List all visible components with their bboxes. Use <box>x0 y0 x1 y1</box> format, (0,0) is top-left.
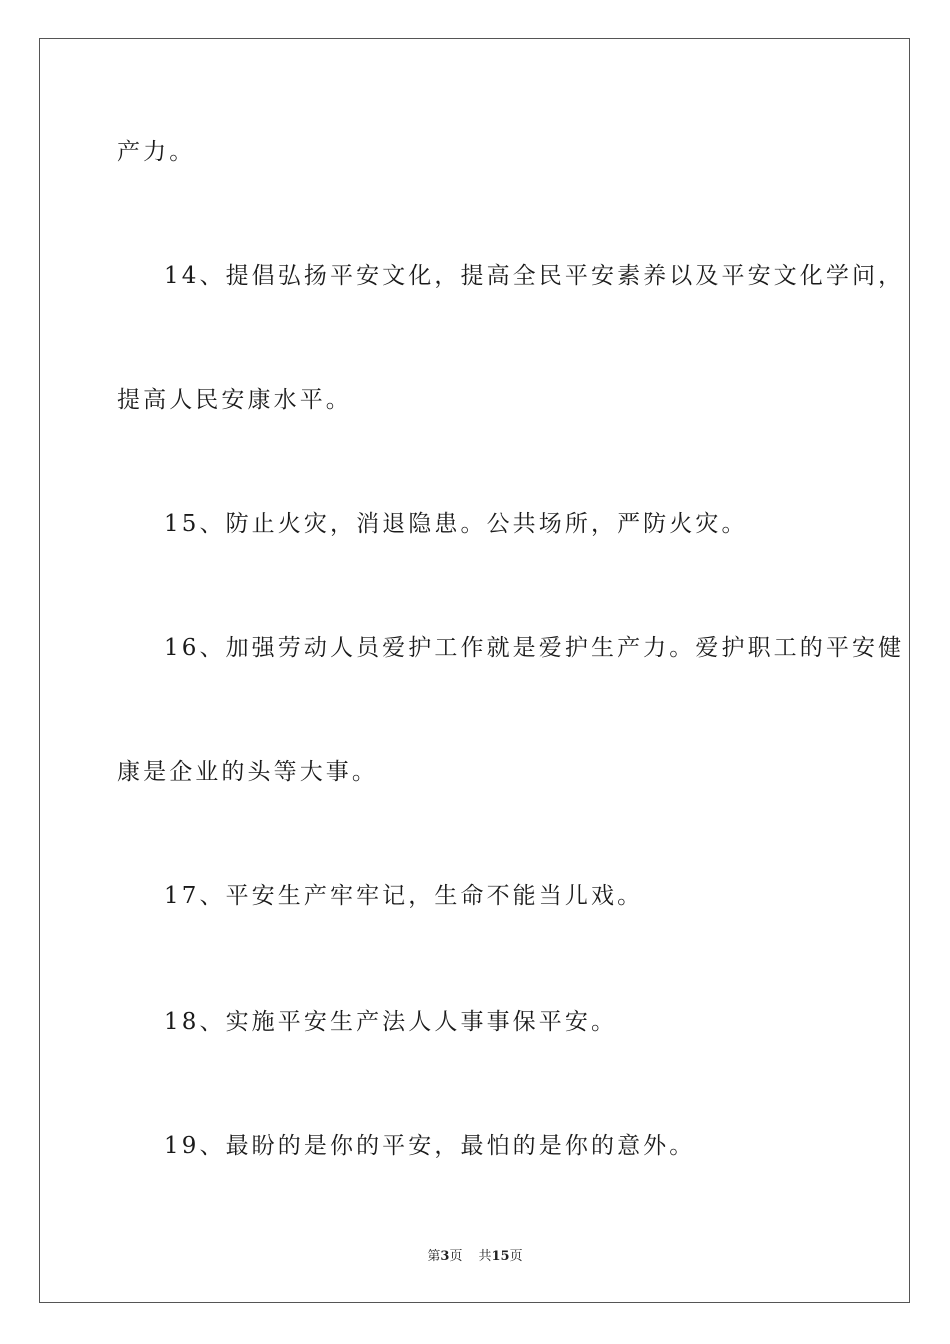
page-footer <box>0 1248 950 1266</box>
text-line: 17、平安生产牢牢记，生命不能当儿戏。 <box>164 883 644 909</box>
page-border <box>39 38 910 1303</box>
text-line: 14、提倡弘扬平安文化，提高全民平安素养以及平安文化学问， <box>164 263 905 289</box>
page-number-label: 第3页 <box>427 1249 463 1264</box>
text-line: 产力。 <box>117 139 196 165</box>
text-line: 15、防止火灾，消退隐患。公共场所，严防火灾。 <box>164 511 748 537</box>
total-pages-number: 15 <box>491 1249 510 1264</box>
text-line: 18、实施平安生产法人人事事保平安。 <box>164 1009 618 1035</box>
current-page-number: 3 <box>440 1249 450 1264</box>
text-line: 19、最盼的是你的平安，最怕的是你的意外。 <box>164 1133 696 1159</box>
total-pages-label: 共15页 <box>478 1249 523 1264</box>
text-line: 16、加强劳动人员爱护工作就是爱护生产力。爱护职工的平安健 <box>164 635 905 661</box>
text-line: 康是企业的头等大事。 <box>117 759 378 785</box>
text-line: 提高人民安康水平。 <box>117 387 352 413</box>
